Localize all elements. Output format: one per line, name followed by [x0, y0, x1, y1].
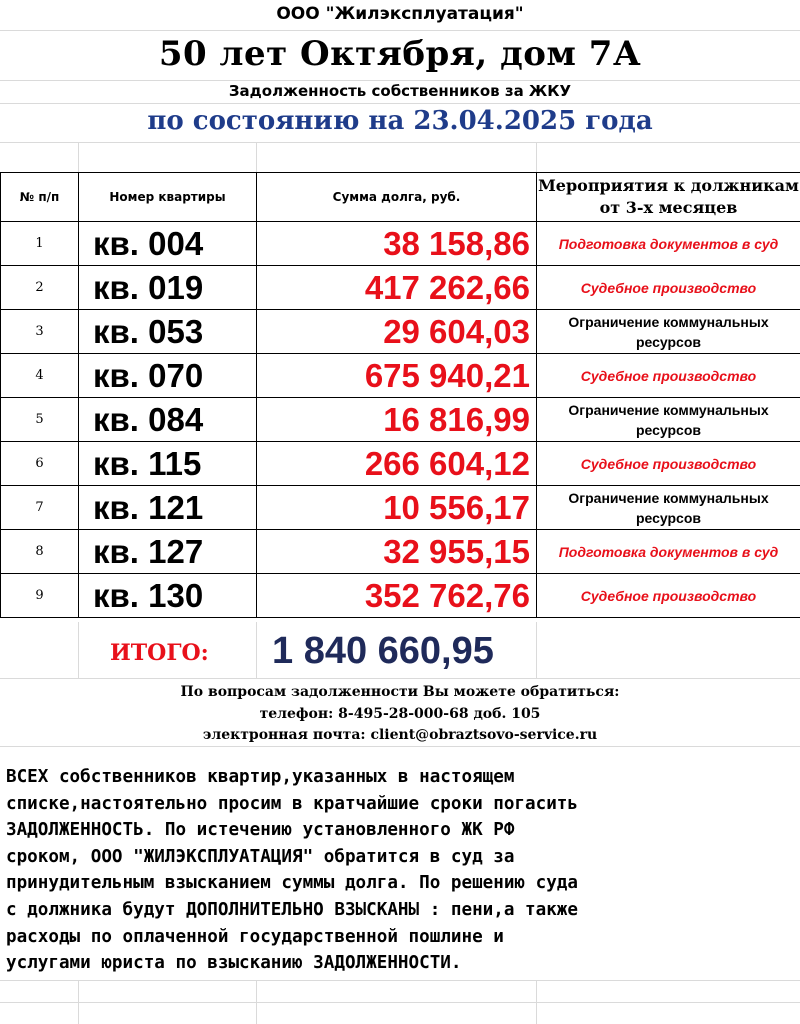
- gridline: [0, 30, 800, 31]
- gridline: [0, 103, 800, 104]
- table-row: [1, 354, 800, 398]
- gridline: [78, 622, 79, 678]
- gridline: [536, 142, 537, 172]
- table-row: [1, 266, 800, 310]
- apartment-number: кв. 004: [79, 222, 257, 266]
- contact-intro: По вопросам задолженности Вы можете обратиться:: [180, 684, 620, 700]
- report-date: по состоянию на 23.04.2025 года: [147, 106, 653, 136]
- row-number: 5: [1, 398, 79, 442]
- row-number: 7: [1, 486, 79, 530]
- total-label: ИТОГО:: [110, 640, 209, 666]
- debt-table-body: [1, 222, 800, 618]
- debt-measure: Подготовка документов в суд: [537, 222, 800, 266]
- contact-phone: телефон: 8-495-28-000-68 доб. 105: [259, 706, 541, 722]
- apartment-number: кв. 053: [79, 310, 257, 354]
- table-row: [1, 310, 800, 354]
- notice-line: услугами юриста по взысканию ЗАДОЛЖЕННОСТИ.: [6, 953, 462, 974]
- debt-amount: 417 262,66: [257, 266, 537, 310]
- row-number: 2: [1, 266, 79, 310]
- row-number: 8: [1, 530, 79, 574]
- table-row: [1, 486, 800, 530]
- debt-measure: Ограничение коммунальных ресурсов: [537, 486, 800, 530]
- apartment-number: кв. 019: [79, 266, 257, 310]
- debt-amount: 266 604,12: [257, 442, 537, 486]
- column-header-debt: Сумма долга, руб.: [257, 173, 537, 222]
- company-name: ООО "Жилэксплуатация": [276, 4, 524, 24]
- debt-amount: 10 556,17: [257, 486, 537, 530]
- table-row: [1, 398, 800, 442]
- table-header-row: [1, 173, 800, 222]
- apartment-number: кв. 127: [79, 530, 257, 574]
- gridline: [0, 1002, 800, 1003]
- column-header-apartment: Номер квартиры: [79, 173, 257, 222]
- gridline: [0, 746, 800, 747]
- table-row: [1, 574, 800, 618]
- row-number: 4: [1, 354, 79, 398]
- apartment-number: кв. 121: [79, 486, 257, 530]
- notice-line: принудительным взысканием суммы долга. По решению суда: [6, 873, 578, 894]
- notice-line: сроком, ООО "ЖИЛЭКСПЛУАТАЦИЯ" обратится в суд за: [6, 846, 515, 867]
- apartment-number: кв. 070: [79, 354, 257, 398]
- total-value: 1 840 660,95: [272, 630, 494, 672]
- gridline: [256, 622, 257, 678]
- debt-amount: 352 762,76: [257, 574, 537, 618]
- debt-measure: Ограничение коммунальных ресурсов: [537, 310, 800, 354]
- row-number: 1: [1, 222, 79, 266]
- table-row: [1, 530, 800, 574]
- column-header-number: № п/п: [1, 173, 79, 222]
- debt-amount: 675 940,21: [257, 354, 537, 398]
- row-number: 3: [1, 310, 79, 354]
- notice-line: ЗАДОЛЖЕННОСТЬ. По истечению установленного ЖК РФ: [6, 820, 515, 841]
- debt-measure: Ограничение коммунальных ресурсов: [537, 398, 800, 442]
- column-header-measures: Мероприятия к должникам от 3-х месяцев: [537, 173, 800, 222]
- debt-measure: Судебное производство: [537, 574, 800, 618]
- debt-measure: Подготовка документов в суд: [537, 530, 800, 574]
- gridline: [0, 80, 800, 81]
- notice-line: списке,настоятельно просим в кратчайшие сроки погасить: [6, 793, 578, 814]
- gridline: [78, 980, 79, 1024]
- gridline: [536, 622, 537, 678]
- apartment-number: кв. 130: [79, 574, 257, 618]
- gridline: [256, 142, 257, 172]
- notice-line: расходы по оплаченной государственной пошлине и: [6, 926, 504, 947]
- debt-amount: 38 158,86: [257, 222, 537, 266]
- gridline: [78, 142, 79, 172]
- gridline: [536, 980, 537, 1024]
- debt-measure: Судебное производство: [537, 354, 800, 398]
- table-row: [1, 222, 800, 266]
- debt-amount: 29 604,03: [257, 310, 537, 354]
- debt-amount: 16 816,99: [257, 398, 537, 442]
- notice-line: с должника будут ДОПОЛНИТЕЛЬНО ВЗЫСКАНЫ : пени,а также: [6, 899, 578, 920]
- gridline: [256, 980, 257, 1024]
- debt-measure: Судебное производство: [537, 266, 800, 310]
- debt-notice: [6, 764, 796, 977]
- gridline: [0, 142, 800, 143]
- apartment-number: кв. 084: [79, 398, 257, 442]
- debt-table: [0, 172, 800, 618]
- gridline: [0, 678, 800, 679]
- debt-measure: Судебное производство: [537, 442, 800, 486]
- debt-amount: 32 955,15: [257, 530, 537, 574]
- row-number: 6: [1, 442, 79, 486]
- contact-email: электронная почта: client@obraztsovo-service.ru: [202, 727, 598, 743]
- house-address: 50 лет Октября, дом 7А: [158, 34, 642, 74]
- gridline: [0, 980, 800, 981]
- table-row: [1, 442, 800, 486]
- row-number: 9: [1, 574, 79, 618]
- apartment-number: кв. 115: [79, 442, 257, 486]
- report-subtitle: Задолженность собственников за ЖКУ: [228, 82, 572, 100]
- notice-line: ВСЕХ собственников квартир,указанных в настоящем: [6, 767, 515, 787]
